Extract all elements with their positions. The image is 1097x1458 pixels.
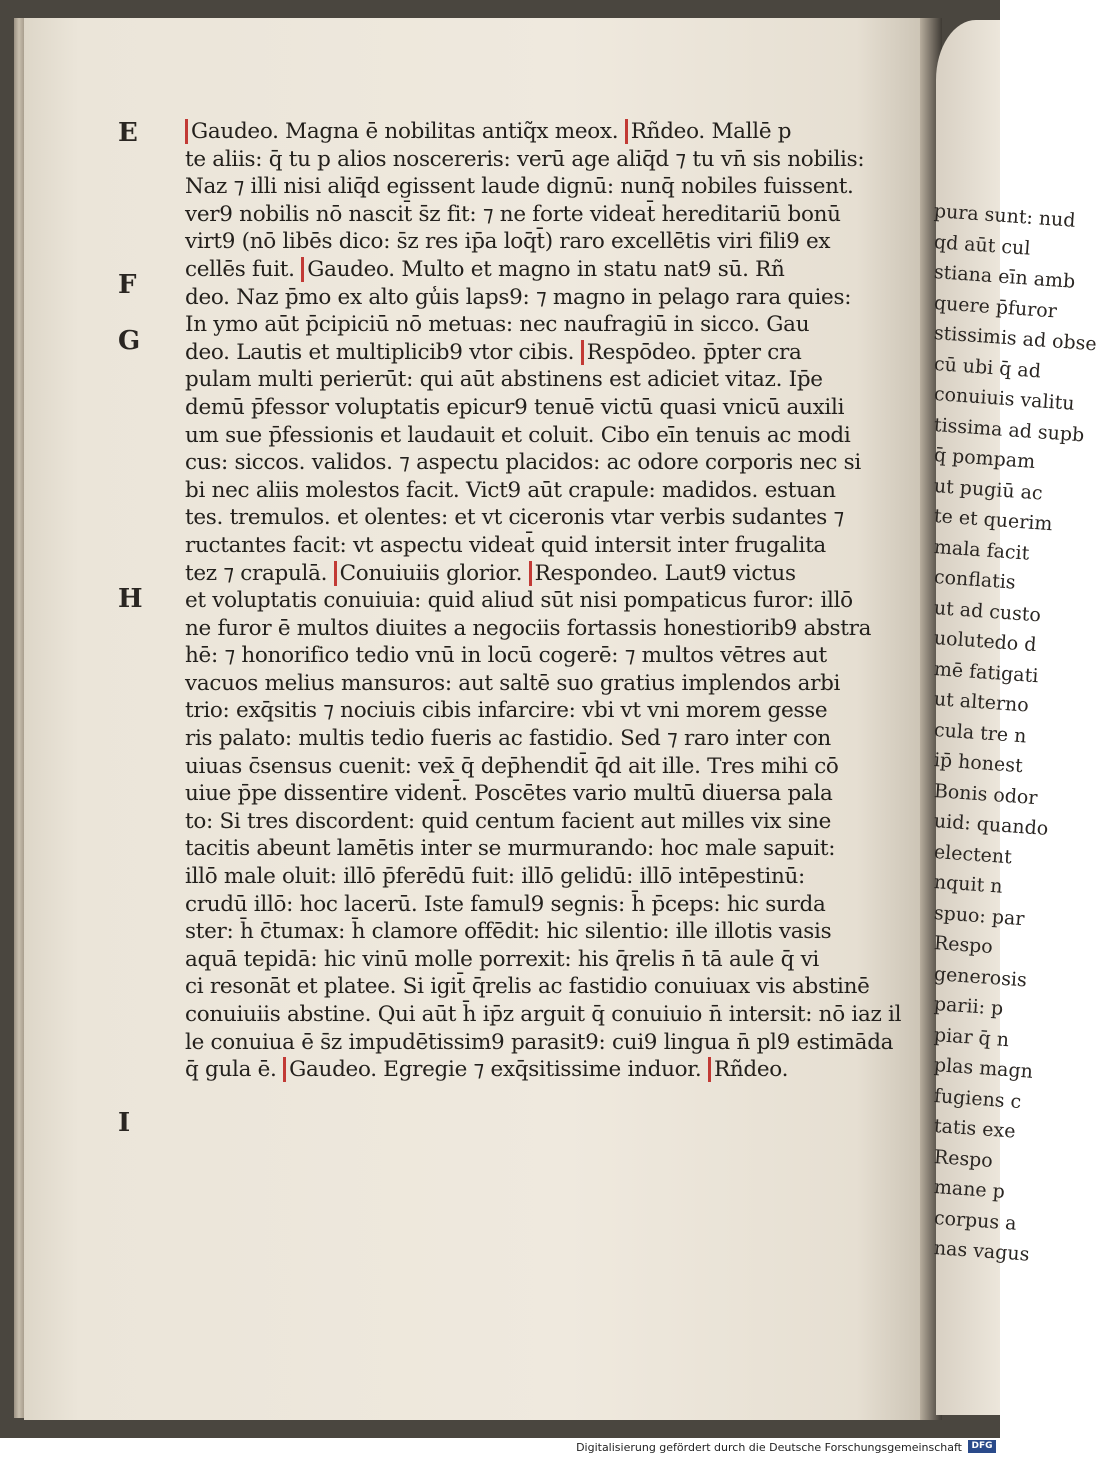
text-line: ris palato: multis tedio fueris ac fastidio. Sed ⁊ raro inter con [185,726,831,752]
main-text-block [185,118,902,1084]
text-line: bi nec aliis molestos facit. Vict9 aūt crapule: madidos. estuan [185,477,836,503]
facing-page-fragment: conuiuis valitu [933,383,1076,415]
text-line: trio: exq̄sitis ⁊ nociuis cibis infarcire: vbi vt vni morem gesse [185,698,828,724]
facing-page-fragment: cula tre n [933,718,1028,747]
facing-page-fragment: fugiens c [933,1084,1022,1113]
text-line: deo. Naz p̄mo ex alto gu̾is laps9: ⁊ magno in pelago rara quies: [185,284,852,310]
page-stack-edge [14,18,24,1418]
text-line: te aliis: q̄ tu p alios noscereris: verū age aliq̄d ⁊ tu vn̄ sis nobilis: [185,146,865,172]
facing-page-fragment: stiana eīn amb [933,261,1076,293]
margin-letter: H [118,584,143,614]
text-line: le conuiua ē s̄z impudētissim9 parasit9: cui9 lingua n̄ pl9 estimāda [185,1029,894,1055]
facing-page-fragment: ut pugiū ac [933,474,1044,505]
facing-page-fragment: cū ubi q̄ ad [933,352,1042,382]
text-line: conuiuiis abstine. Qui aūt h̄ ip̄z arguit q̄ conuiuio n̄ intersit: nō iaz il [185,1002,902,1027]
facing-page-fragment: ut alterno [933,688,1030,717]
text-line: ster: h̄ c̄tumax: h̄ clamore offēdit: hic silentio: ille illotis vasis [185,919,832,945]
facing-page-fragment: pura sunt: nud [933,200,1077,232]
text-line: virt9 (nō libēs dico: s̄z res ip̄a loq̄t̄) raro excellētis viri fili9 ex [185,229,831,255]
text-line: hē: ⁊ honorifico tedio vnū in locū cogerē: ⁊ multos vētres aut [185,643,827,669]
text-line: Gaudeo. Magna ē nobilitas antiq̃x meox. Rñdeo. Mallē p [185,118,855,146]
facing-page-fragment: tatis exe [933,1115,1017,1143]
facing-page-fragment: mē fatigati [933,657,1040,687]
text-line: uiue p̄pe dissentire vident̄. Poscētes vario multū diuersa pala [185,781,833,807]
dfg-logo: DFG [968,1440,996,1453]
text-line: uiuas c̄sensus cuenit: vex̄ q̄ dep̄hendit̄ q̄d ait ille. Tres mihi cō [185,753,839,779]
margin-letter: F [118,270,137,300]
facing-page-fragment: corpus a [933,1206,1018,1235]
facing-page-fragment: Respo [933,932,994,959]
facing-page-fragment: ut ad custo [933,596,1042,626]
text-line: to: Si tres discordent: quid centum facient aut milles vix sine [185,808,832,834]
facing-page-fragment: te et querim [933,505,1054,536]
facing-page-fragment: spuo: par [933,901,1026,930]
text-line: ne furor ē multos diuites a negociis fortassis honestiorib9 abstra [185,615,872,641]
text-line: pulam multi perierūt: qui aūt abstinens est adiciet vitaz. Ip̄e [185,367,823,393]
facing-page-fragment: mane p [933,1176,1006,1203]
facing-page-fragment: Bonis odor [933,779,1039,809]
facing-page-fragment: stissimis ad obse [933,322,1097,356]
facing-page-fragment: tissima ad supb [933,413,1085,446]
facing-page-fragment: nas vagus [933,1237,1031,1266]
text-line: crudū illō: hoc lacerū. Iste famul9 segnis: h̄ p̄ceps: hic surda [185,891,826,917]
text-line: deo. Lautis et multiplicib9 vtor cibis. Respōdeo. p̄pter cra [185,339,802,365]
facing-page-fragment: ip̄ honest [933,749,1024,778]
text-line: tes. tremulos. et olentes: et vt ciceronis vtar verbis sudantes ⁊ [185,505,844,531]
text-line: tacitis abeunt lamētis inter se murmurando: hoc male sapuit: [185,836,836,862]
facing-page-fragment: plas magn [933,1054,1034,1083]
text-line: cellēs fuit. Gaudeo. Multo et magno in statu nat9 sū. Rñ [185,256,785,282]
facing-page-fragment: electent [933,840,1013,868]
facing-page-fragment: q̄ pompam [933,444,1036,474]
facing-page-recto [933,20,1097,1415]
facing-page-fragment: qd aūt cul [933,230,1032,260]
text-line: demū p̄fessor voluptatis epicur9 tenuē victū quasi vnicū auxili [185,394,845,420]
text-line: ver9 nobilis nō nascit̄ s̄z fit: ⁊ ne forte videat̄ hereditariū bonū [185,201,841,227]
text-line: q̄ gula ē. Gaudeo. Egregie ⁊ exq̄sitissime induor. Rñdeo. [185,1057,789,1083]
facing-page-fragment: conflatis [933,566,1017,594]
footer-bar [0,1438,1000,1458]
facing-page-fragment: uid: quando [933,810,1049,840]
text-line: ci resonāt et platee. Si igit̄ q̄relis ac fastidio conuiuax vis abstinē [185,974,870,1000]
text-line: et voluptatis conuiuia: quid aliud sūt nisi pompaticus furor: illō [185,588,853,614]
facing-page-fragment: uolutedo d [933,627,1038,657]
text-line: um sue p̄fessionis et laudauit et coluit. Cibo eīn tenuis ac modi [185,422,851,448]
funding-credit: Digitalisierung gefördert durch die Deutsche Forschungsgemeinschaft [576,1441,962,1454]
margin-letter: I [118,1108,131,1138]
text-line: ructantes facit: vt aspectu videat̄ quid intersit inter frugalita [185,532,826,558]
facing-page-fragment: Respo [933,1145,994,1172]
facing-page-fragment: parii: p [933,993,1004,1020]
text-line: cus: siccos. validos. ⁊ aspectu placidos: ac odore corporis nec si [185,450,861,476]
margin-letter: G [118,326,141,356]
text-line: tez ⁊ crapulā. Conuiuiis glorior. Respondeo. Laut9 victus [185,560,796,586]
text-line: In ymo aūt p̄cipiciū nō metuas: nec naufragiū in sicco. Gau [185,312,810,338]
facing-page-fragment: piar q̄ n [933,1023,1010,1051]
margin-letter: E [118,118,138,148]
facing-page-fragment: nquit n [933,871,1004,898]
facing-page-fragment: mala facit [933,535,1031,565]
text-line: aquā tepidā: hic vinū molle porrexit: his q̄relis n̄ tā aule q̄ vi [185,946,820,972]
text-line: vacuos melius mansuros: aut saltē suo gratius implendos arbi [185,670,841,696]
facing-page-fragment: quere p̄furor [933,291,1058,323]
facing-page-fragment: generosis [933,962,1028,991]
text-line: illō male oluit: illō p̄ferēdū fuit: illō gelidū: illō intēpestinū: [185,864,806,890]
text-line: Naz ⁊ illi nisi aliq̄d egissent laude dignū: nunq̄ nobiles fuissent. [185,174,854,200]
